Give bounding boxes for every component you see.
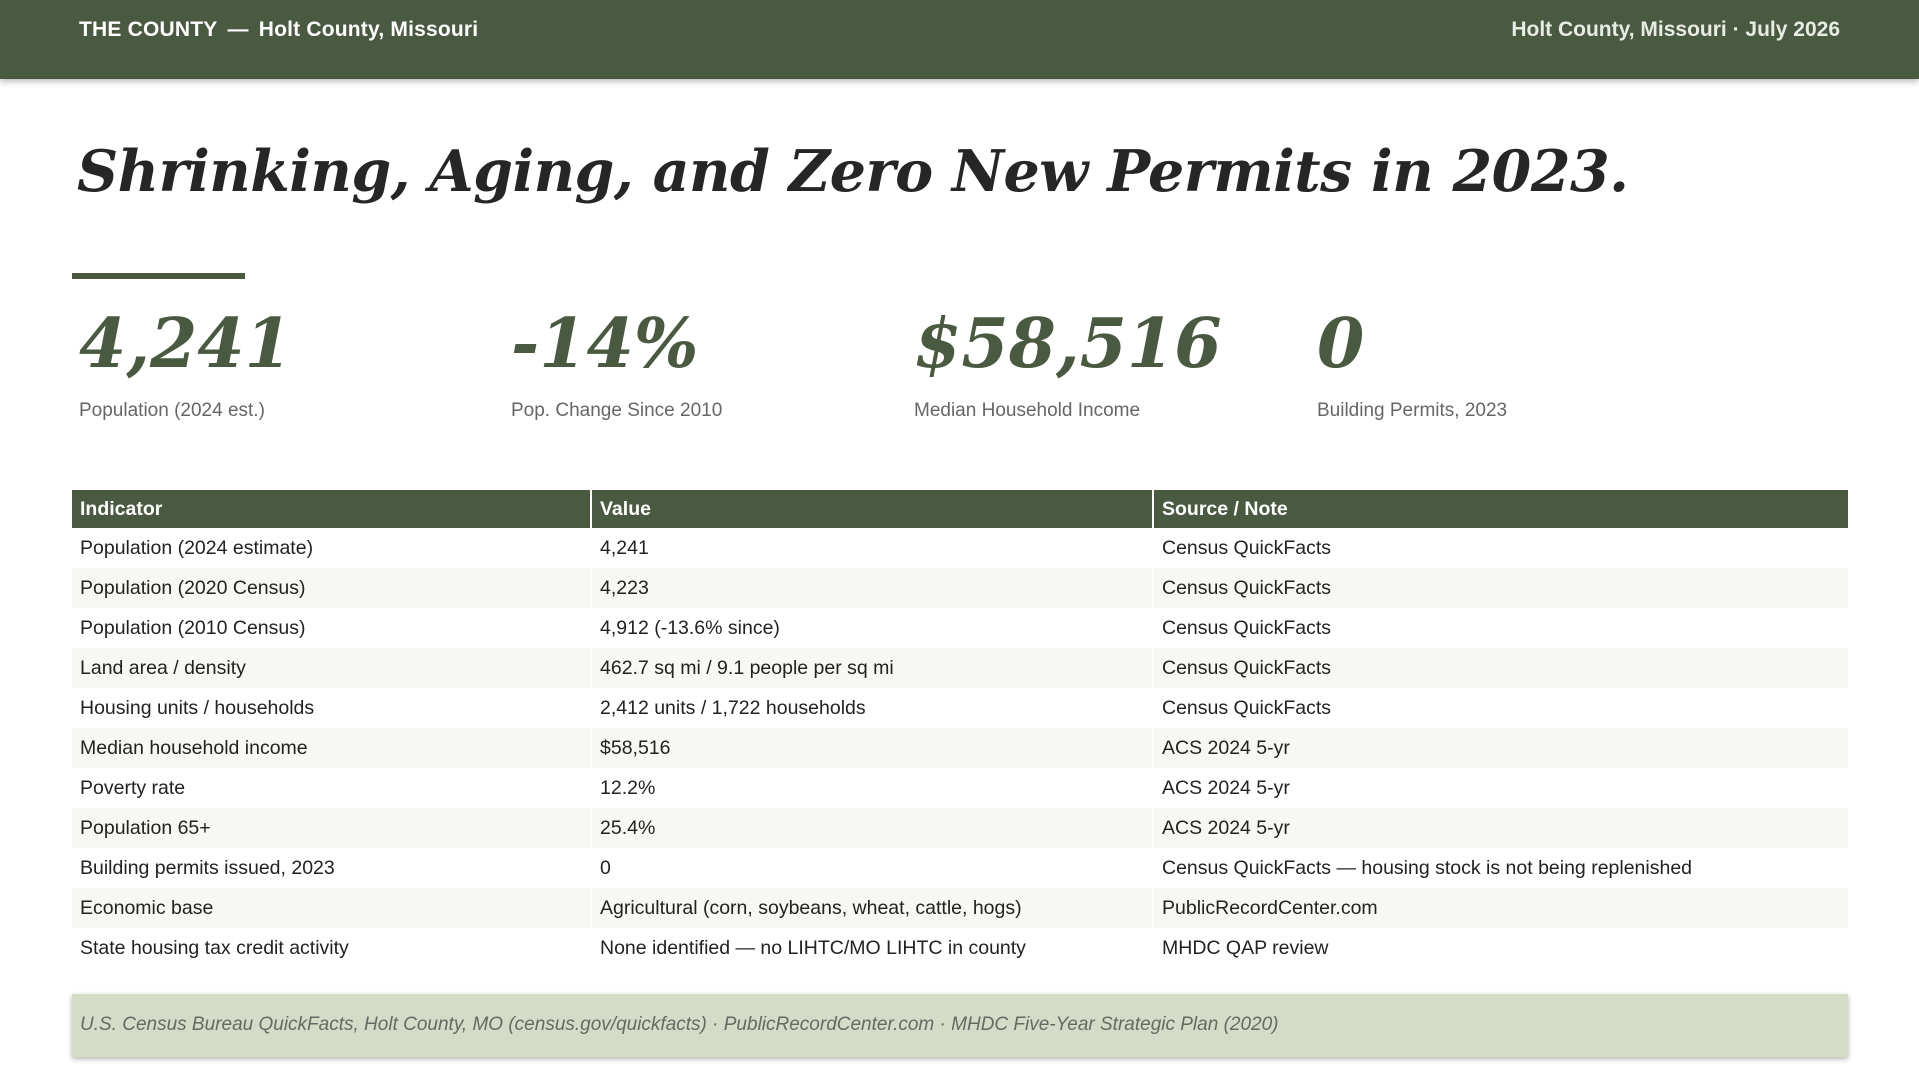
sources-footer bbox=[72, 994, 1848, 1057]
table-row bbox=[72, 848, 1848, 888]
top-bar bbox=[0, 0, 1919, 79]
stat-label: Pop. Change Since 2010 bbox=[511, 400, 723, 421]
cell-source: MHDC QAP review bbox=[1162, 936, 1329, 959]
stat-value: 4,241 bbox=[79, 304, 292, 384]
masthead-separator: — bbox=[227, 18, 249, 41]
cell-source: Census QuickFacts — housing stock is not being replenished bbox=[1162, 856, 1693, 879]
cell-indicator: State housing tax credit activity bbox=[72, 928, 591, 968]
stat-pop-change bbox=[511, 300, 722, 422]
cell-indicator: Population (2024 estimate) bbox=[72, 528, 591, 568]
cell-source: ACS 2024 5-yr bbox=[1153, 808, 1848, 848]
cell-source: PublicRecordCenter.com bbox=[1153, 888, 1848, 928]
cell-indicator: Housing units / households bbox=[72, 688, 591, 728]
stat-median-income bbox=[914, 300, 1222, 422]
cell-indicator: Economic base bbox=[72, 888, 591, 928]
masthead bbox=[79, 18, 478, 42]
cell-value: 4,912 (-13.6% since) bbox=[591, 608, 1153, 648]
page-title: Shrinking, Aging, and Zero New Permits in 2023. bbox=[77, 138, 1629, 205]
table-row bbox=[72, 648, 1848, 688]
table-row bbox=[72, 728, 1848, 768]
cell-indicator: Population (2010 Census) bbox=[72, 608, 591, 648]
table-row bbox=[72, 808, 1848, 848]
cell-source: ACS 2024 5-yr bbox=[1153, 728, 1848, 768]
cell-source: Census QuickFacts bbox=[1153, 568, 1848, 608]
stat-building-permits bbox=[1317, 300, 1507, 422]
table-row bbox=[72, 568, 1848, 608]
stat-value: -14% bbox=[511, 304, 699, 384]
cell-indicator: Population 65+ bbox=[72, 808, 591, 848]
cell-source: Census QuickFacts bbox=[1162, 696, 1332, 719]
table-row bbox=[72, 528, 1848, 568]
cell-value: Agricultural (corn, soybeans, wheat, cattle, hogs) bbox=[591, 888, 1153, 928]
stat-label: Median Household Income bbox=[914, 400, 1141, 421]
stat-label: Population (2024 est.) bbox=[79, 400, 265, 421]
dateline: Holt County, Missouri · July 2026 bbox=[1511, 18, 1840, 41]
table-header-row bbox=[72, 490, 1848, 528]
sources-text: U.S. Census Bureau QuickFacts, Holt County, MO (census.gov/quickfacts) · PublicRecordCenter.com · MHDC Five-Year Strategic Plan (2020) bbox=[80, 1014, 1279, 1035]
cell-indicator: Median household income bbox=[72, 728, 591, 768]
stat-value: $58,516 bbox=[914, 304, 1222, 384]
table-row bbox=[72, 608, 1848, 648]
cell-source: ACS 2024 5-yr bbox=[1162, 776, 1290, 799]
cell-indicator: Population (2020 Census) bbox=[72, 568, 591, 608]
cell-value: 25.4% bbox=[591, 808, 1153, 848]
cell-source: Census QuickFacts bbox=[1162, 616, 1332, 639]
brand-name: THE COUNTY bbox=[79, 18, 218, 41]
cell-indicator: Land area / density bbox=[72, 648, 591, 688]
cell-value: 4,223 bbox=[591, 568, 1153, 608]
accent-rule bbox=[72, 273, 245, 279]
county-name: Holt County, Missouri bbox=[258, 18, 479, 41]
cell-value: 2,412 units / 1,722 households bbox=[591, 688, 1153, 728]
column-header-indicator: Indicator bbox=[72, 490, 591, 528]
cell-value: $58,516 bbox=[591, 728, 1153, 768]
stat-value: 0 bbox=[1317, 304, 1365, 384]
cell-value: 12.2% bbox=[591, 768, 1153, 808]
cell-value: 462.7 sq mi / 9.1 people per sq mi bbox=[591, 648, 1153, 688]
table-row bbox=[72, 928, 1848, 968]
table-row bbox=[72, 768, 1848, 808]
table-row bbox=[72, 888, 1848, 928]
column-header-value: Value bbox=[591, 490, 1153, 528]
cell-source: Census QuickFacts bbox=[1153, 648, 1848, 688]
cell-value: 4,241 bbox=[591, 528, 1153, 568]
stat-label: Building Permits, 2023 bbox=[1317, 400, 1508, 421]
cell-source: Census QuickFacts bbox=[1162, 536, 1332, 559]
stat-population bbox=[79, 300, 292, 422]
cell-indicator: Poverty rate bbox=[72, 768, 591, 808]
column-header-source: Source / Note bbox=[1153, 490, 1848, 528]
cell-value: None identified — no LIHTC/MO LIHTC in county bbox=[591, 928, 1153, 968]
indicators-table bbox=[72, 490, 1848, 968]
cell-value: 0 bbox=[591, 848, 1153, 888]
table-row bbox=[72, 688, 1848, 728]
cell-indicator: Building permits issued, 2023 bbox=[72, 848, 591, 888]
